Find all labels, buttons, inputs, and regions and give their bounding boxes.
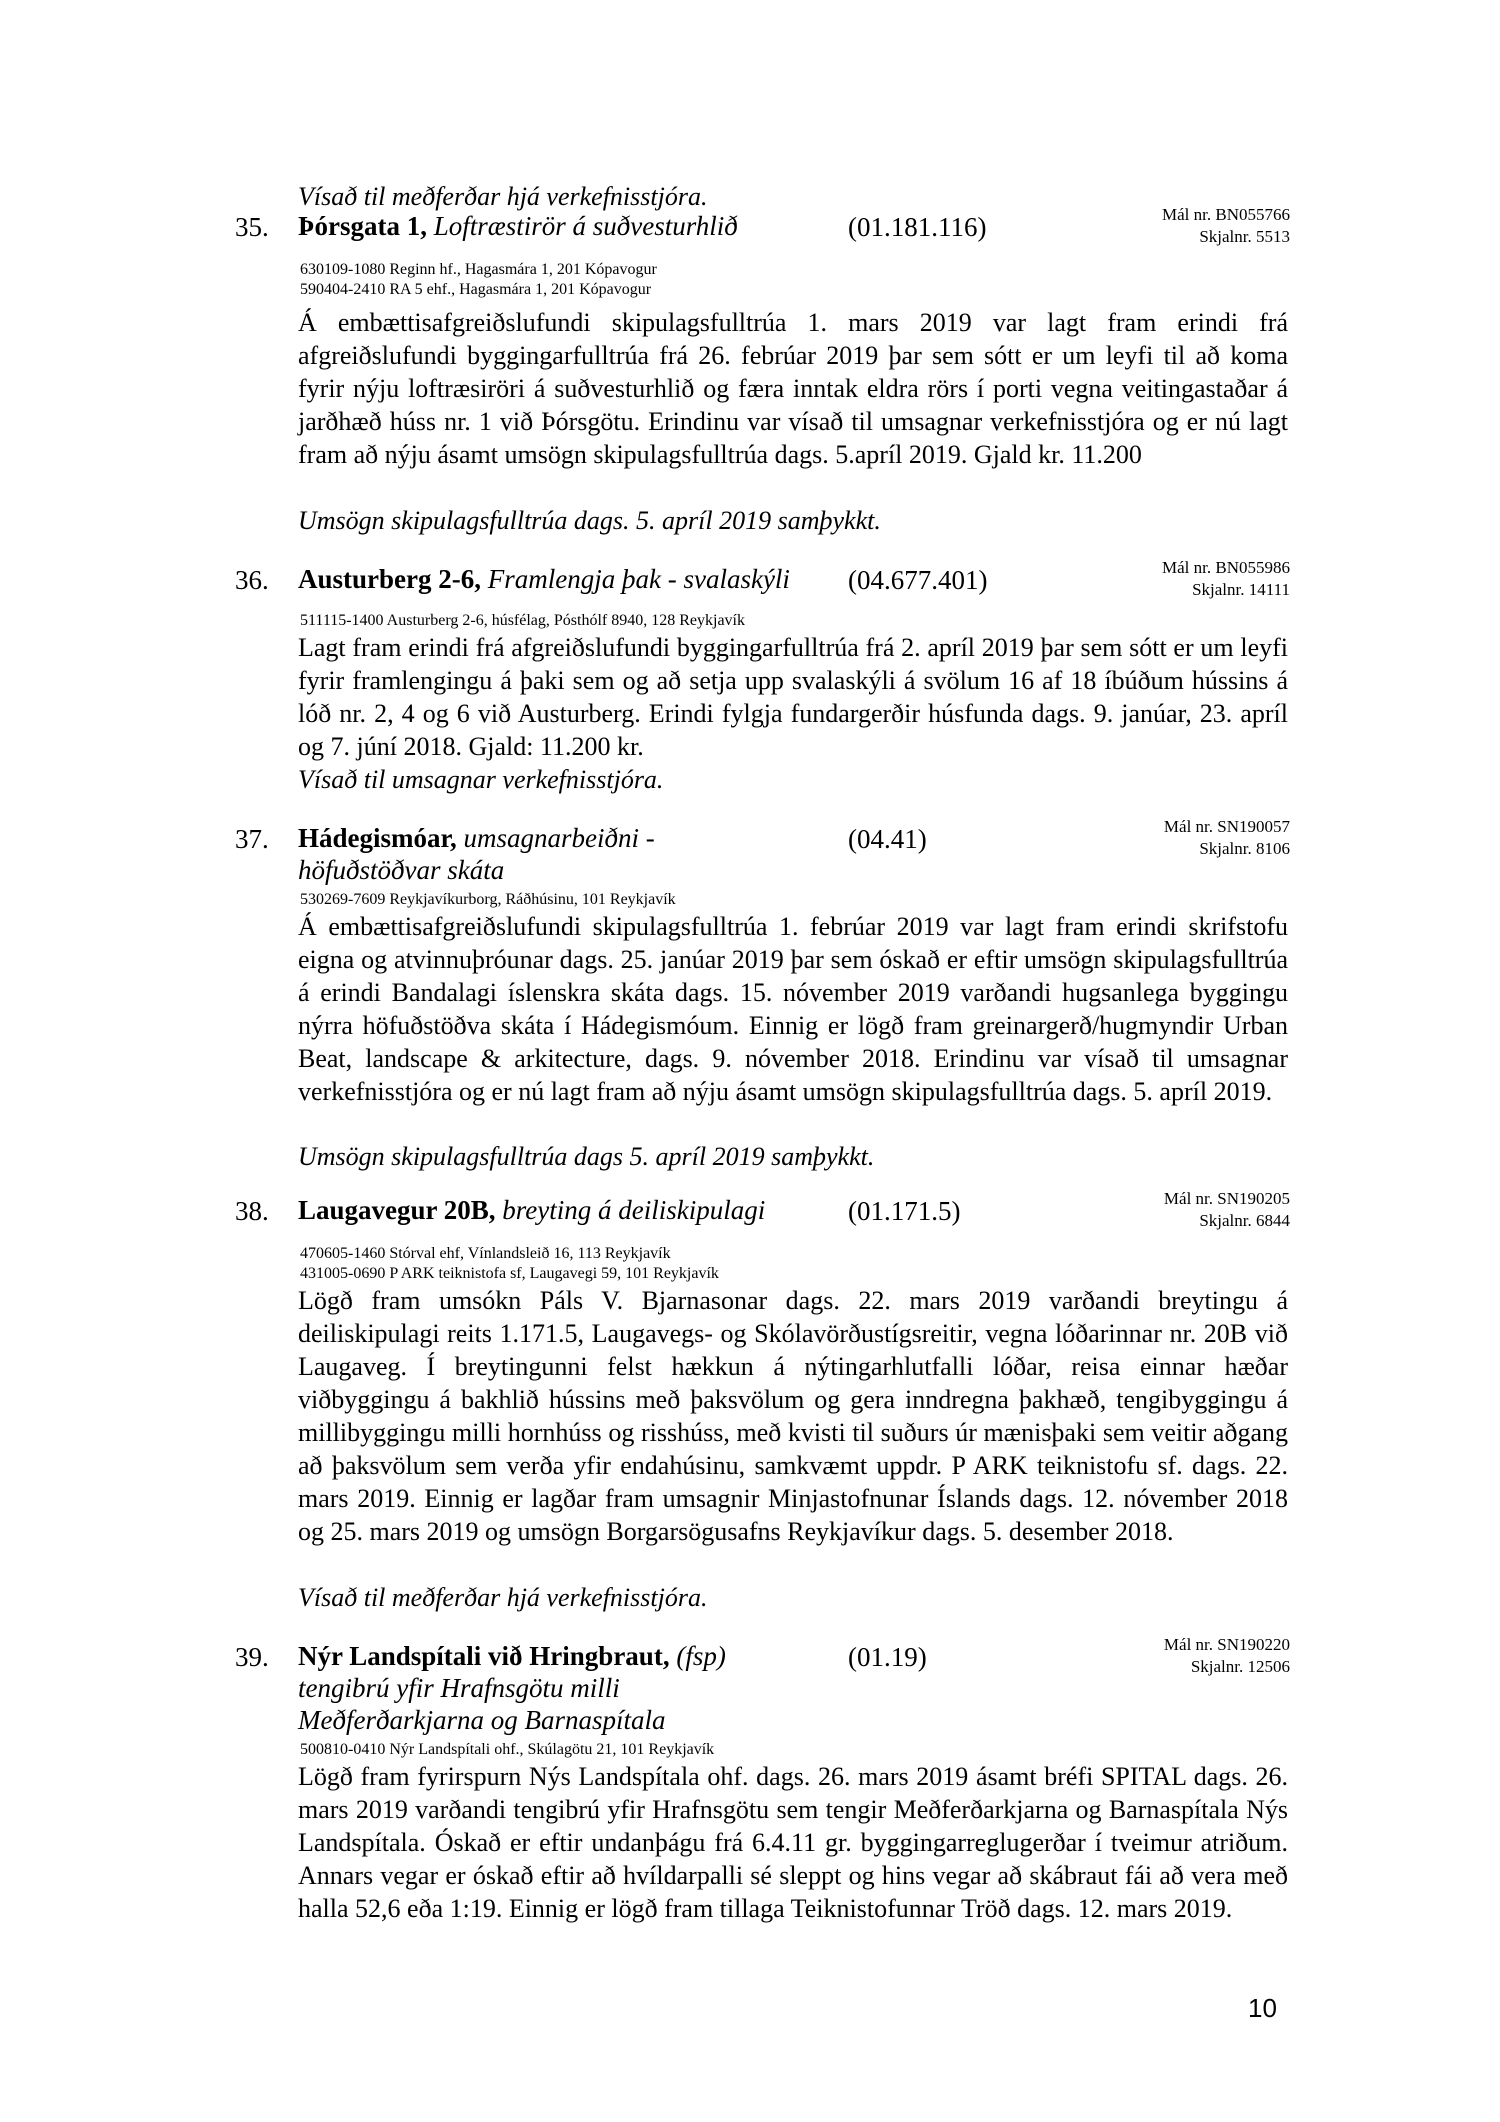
document-number: Skjalnr. 12506 — [1190, 1657, 1290, 1676]
case-number: Mál nr. SN190057 — [1163, 817, 1290, 836]
item-description: Á embættisafgreiðslufundi skipulagsfulltrúa 1. febrúar 2019 var lagt fram erindi skrifstofu eigna og atvinnuþróunar dags. 25. janúar 2019 þar sem óskað er eftir umsögn skipulagsfulltrúa á erindi Bandalagi íslenskra skáta dags. 15. nóvember 2019 varðandi hugsanlega byggingu nýrra höfuðstöðva skáta í Hádegismóum. Einnig er lögð fram greinargerð/hugmyndir Urban Beat, landscape & arkitecture, dags. 9. nóvember 2018. Erindinu var vísað til umsagnar verkefnisstjóra og er nú lagt fram að nýju ásamt umsögn skipulagsfulltrúa dags. 5. apríl 2019. — [298, 912, 1288, 1106]
item-conclusion: Vísað til umsagnar verkefnisstjóra. — [298, 765, 664, 794]
applicant-line: 630109-1080 Reginn hf., Hagasmára 1, 201 Kópavogur — [300, 261, 657, 278]
case-number: Mál nr. BN055766 — [1162, 205, 1290, 224]
item-address: Austurberg 2-6, — [298, 564, 481, 594]
applicant-line: 590404-2410 RA 5 ehf., Hagasmára 1, 201 Kópavogur — [300, 281, 652, 298]
item-conclusion: Umsögn skipulagsfulltrúa dags. 5. apríl 2019 samþykkt. — [298, 506, 881, 535]
case-number: Mál nr. SN190220 — [1163, 1635, 1290, 1654]
item-reference — [1162, 557, 1290, 601]
item-subject: breyting á deiliskipulagi — [502, 1195, 766, 1225]
item-title — [298, 1640, 838, 1736]
item-subject-continued: höfuðstöðvar skáta — [298, 855, 505, 885]
document-number: Skjalnr. 8106 — [1199, 839, 1290, 858]
item-description: Lögð fram umsókn Páls V. Bjarnasonar dags. 22. mars 2019 varðandi breytingu á deiliskipulagi reits 1.171.5, Laugavegs- og Skólavörðustígsreitir, vegna lóðarinnar nr. 20B við Laugaveg. Í breytingunni felst hækkun á nýtingarhlutfalli lóðar, reisa einnar hæðar viðbyggingu á bakhlið hússins með þaksvölum og gera inndregna þakhæð, tengibyggingu á millibyggingu milli hornhúss og risshúss, með kvisti til suðurs úr mænisþaki sem veitir aðgang að þaksvölum sem verða yfir endahúsinu, samkvæmt uppdr. P ARK teiknistofu sf. dags. 22. mars 2019. Einnig er lagðar fram umsagnir Minjastofnunar Íslands dags. 12. nóvember 2018 og 25. mars 2019 og umsögn Borgarsögusafns Reykjavíkur dags. 5. desember 2018. — [298, 1286, 1288, 1546]
item-land-code: (01.19) — [848, 1642, 927, 1672]
item-number: 39. — [235, 1642, 269, 1672]
item-title — [298, 210, 818, 242]
applicant-line: 511115-1400 Austurberg 2-6, húsfélag, Pósthólf 8940, 128 Reykjavík — [300, 612, 745, 629]
item-subject: Framlengja þak - svalaskýli — [487, 564, 790, 594]
item-reference — [1162, 204, 1290, 248]
applicant-list — [300, 260, 657, 300]
item-description: Á embættisafgreiðslufundi skipulagsfulltrúa 1. mars 2019 var lagt fram erindi frá afgreiðslufundi byggingarfulltrúa frá 26. febrúar 2019 þar sem sótt er um leyfi til að koma fyrir nýju loftræsiröri á suðvesturhlið og færa inntak eldra rörs í porti vegna veitingastaðar á jarðhæð húss nr. 1 við Þórsgötu. Erindinu var vísað til umsagnar verkefnisstjóra og er nú lagt fram að nýju ásamt umsögn skipulagsfulltrúa dags. 5.apríl 2019. Gjald kr. 11.200 — [298, 308, 1288, 469]
item-number: 35. — [235, 212, 269, 242]
item-description: Lagt fram erindi frá afgreiðslufundi byggingarfulltrúa frá 2. apríl 2019 þar sem sótt er um leyfi fyrir framlengingu á þaki sem og að setja upp svalaskýli á svölum 16 af 18 íbúðum hússins á lóð nr. 2, 4 og 6 við Austurberg. Erindi fylgja fundargerðir húsfunda dags. 9. janúar, 23. apríl og 7. júní 2018. Gjald: 11.200 kr. — [298, 633, 1288, 761]
applicant-list — [300, 611, 745, 631]
item-number: 36. — [235, 565, 269, 595]
document-number: Skjalnr. 14111 — [1192, 580, 1290, 599]
applicant-list — [300, 1244, 719, 1284]
item-address: Nýr Landspítali við Hringbraut, — [298, 1641, 670, 1671]
item-address: Hádegismóar, — [298, 823, 457, 853]
item-conclusion: Vísað til meðferðar hjá verkefnisstjóra. — [298, 1583, 708, 1612]
item-land-code: (01.171.5) — [848, 1196, 961, 1226]
applicant-line: 530269-7609 Reykjavíkurborg, Ráðhúsinu, 101 Reykjavík — [300, 891, 676, 908]
item-subject: umsagnarbeiðni - — [463, 823, 655, 853]
applicant-list — [300, 1740, 714, 1760]
item-number: 38. — [235, 1196, 269, 1226]
item-reference — [1164, 1188, 1290, 1232]
item-subject-continued: tengibrú yfir Hrafnsgötu milli Meðferðarkjarna og Barnaspítala — [298, 1673, 666, 1735]
item-description: Lögð fram fyrirspurn Nýs Landspítala ohf. dags. 26. mars 2019 ásamt bréfi SPITAL dags. 26. mars 2019 varðandi tengibrú yfir Hrafnsgötu sem tengir Meðferðarkjarna og Barnaspítala Nýs Landspítala. Óskað er eftir undanþágu frá 6.4.11 gr. byggingarreglugerðar í tveimur atriðum. Annars vegar er óskað eftir að hvíldarpalli sé sleppt og hins vegar að skábraut fái að vera með halla 52,6 eða 1:19. Einnig er lögð fram tillaga Teiknistofunnar Tröð dags. 12. mars 2019. — [298, 1762, 1288, 1923]
item-subject: (fsp) — [676, 1641, 726, 1671]
item-address: Laugavegur 20B, — [298, 1195, 496, 1225]
item-title — [298, 563, 818, 595]
previous-item-conclusion: Vísað til meðferðar hjá verkefnisstjóra. — [298, 182, 708, 211]
item-land-code: (04.41) — [848, 824, 927, 854]
item-conclusion: Umsögn skipulagsfulltrúa dags 5. apríl 2019 samþykkt. — [298, 1142, 875, 1171]
item-land-code: (04.677.401) — [848, 565, 988, 595]
page-number: 10 — [1248, 1993, 1277, 2023]
document-number: Skjalnr. 6844 — [1199, 1211, 1290, 1230]
applicant-list — [300, 890, 676, 910]
item-address: Þórsgata 1, — [298, 211, 427, 241]
item-title — [298, 822, 698, 886]
item-land-code: (01.181.116) — [848, 212, 987, 242]
case-number: Mál nr. SN190205 — [1163, 1189, 1290, 1208]
item-number: 37. — [235, 824, 269, 854]
item-title — [298, 1194, 818, 1226]
item-reference — [1164, 1634, 1290, 1678]
applicant-line: 470605-1460 Stórval ehf, Vínlandsleið 16, 113 Reykjavík — [300, 1245, 671, 1262]
item-subject: Loftræstirör á suðvesturhlið — [433, 211, 738, 241]
document-number: Skjalnr. 5513 — [1199, 227, 1290, 246]
applicant-line: 431005-0690 P ARK teiknistofa sf, Laugavegi 59, 101 Reykjavík — [300, 1265, 719, 1282]
applicant-line: 500810-0410 Nýr Landspítali ohf., Skúlagötu 21, 101 Reykjavík — [300, 1741, 715, 1758]
case-number: Mál nr. BN055986 — [1162, 558, 1290, 577]
item-reference — [1164, 816, 1290, 860]
